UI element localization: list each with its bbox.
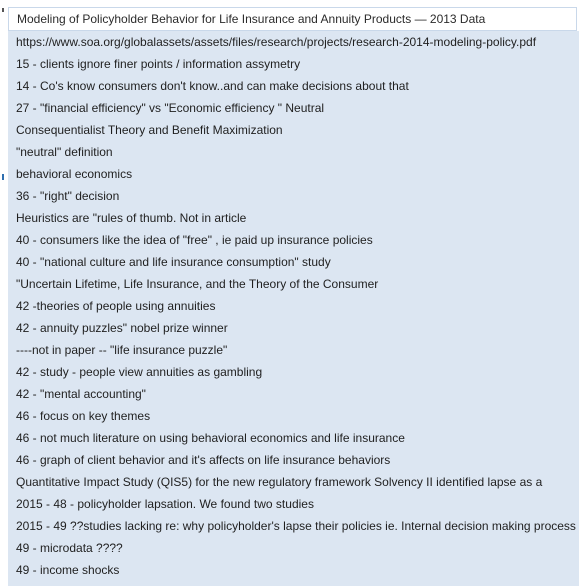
outline-item[interactable]: 42 - "mental accounting" [16, 387, 146, 401]
outline-item[interactable]: 46 - not much literature on using behavioral economics and life insurance [16, 431, 405, 445]
outline-item[interactable]: 46 - focus on key themes [16, 409, 151, 423]
outline-item[interactable]: Quantitative Impact Study (QIS5) for the new regulatory framework Solvency II identified lapse as a [16, 475, 543, 489]
outline-item[interactable]: 49 - income shocks [16, 563, 120, 577]
outline-item[interactable]: 40 - consumers like the idea of "free" , ie paid up insurance policies [16, 233, 373, 247]
outline-item[interactable]: 14 - Co's know consumers don't know..and can make decisions about that [16, 79, 409, 93]
rail-marker [2, 174, 4, 180]
outline-item[interactable]: Consequentialist Theory and Benefit Maximization [16, 123, 283, 137]
outline-item[interactable]: 36 - "right" decision [16, 189, 120, 203]
outline-title-row[interactable] [8, 7, 577, 31]
outline-item[interactable]: behavioral economics [16, 167, 133, 181]
outline-items-panel [8, 31, 579, 586]
outline-item[interactable]: Heuristics are "rules of thumb. Not in article [16, 211, 247, 225]
outline-item[interactable]: ----not in paper -- "life insurance puzzle" [16, 343, 228, 357]
outline-title: Modeling of Policyholder Behavior for Life Insurance and Annuity Products — 2013 Data [17, 12, 486, 26]
rail-marker [2, 8, 4, 12]
outline-item[interactable]: 46 - graph of client behavior and it's affects on life insurance behaviors [16, 453, 391, 467]
outline-item[interactable]: 2015 - 48 - policyholder lapsation. We found two studies [16, 497, 314, 511]
outline-item[interactable]: 2015 - 49 ??studies lacking re: why policyholder's lapse their policies ie. Internal decision making process [16, 519, 576, 533]
outline-item[interactable]: 42 - annuity puzzles" nobel prize winner [16, 321, 228, 335]
outline-item[interactable]: 49 - microdata ???? [16, 541, 123, 555]
outline-item[interactable]: 27 - "financial efficiency" vs "Economic efficiency " Neutral [16, 101, 325, 115]
outline-item[interactable]: "neutral" definition [16, 145, 113, 159]
outline-item[interactable]: 42 -theories of people using annuities [16, 299, 216, 313]
outline-item[interactable]: 42 - study - people view annuities as gambling [16, 365, 263, 379]
outline-item[interactable]: 15 - clients ignore finer points / information assymetry [16, 57, 301, 71]
left-rail [0, 0, 6, 586]
outline-item[interactable]: https://www.soa.org/globalassets/assets/files/research/projects/research-2014-modeling-policy.pdf [16, 35, 537, 49]
outline-item[interactable]: 40 - "national culture and life insurance consumption" study [16, 255, 331, 269]
outline-item[interactable]: "Uncertain Lifetime, Life Insurance, and the Theory of the Consumer [16, 277, 379, 291]
